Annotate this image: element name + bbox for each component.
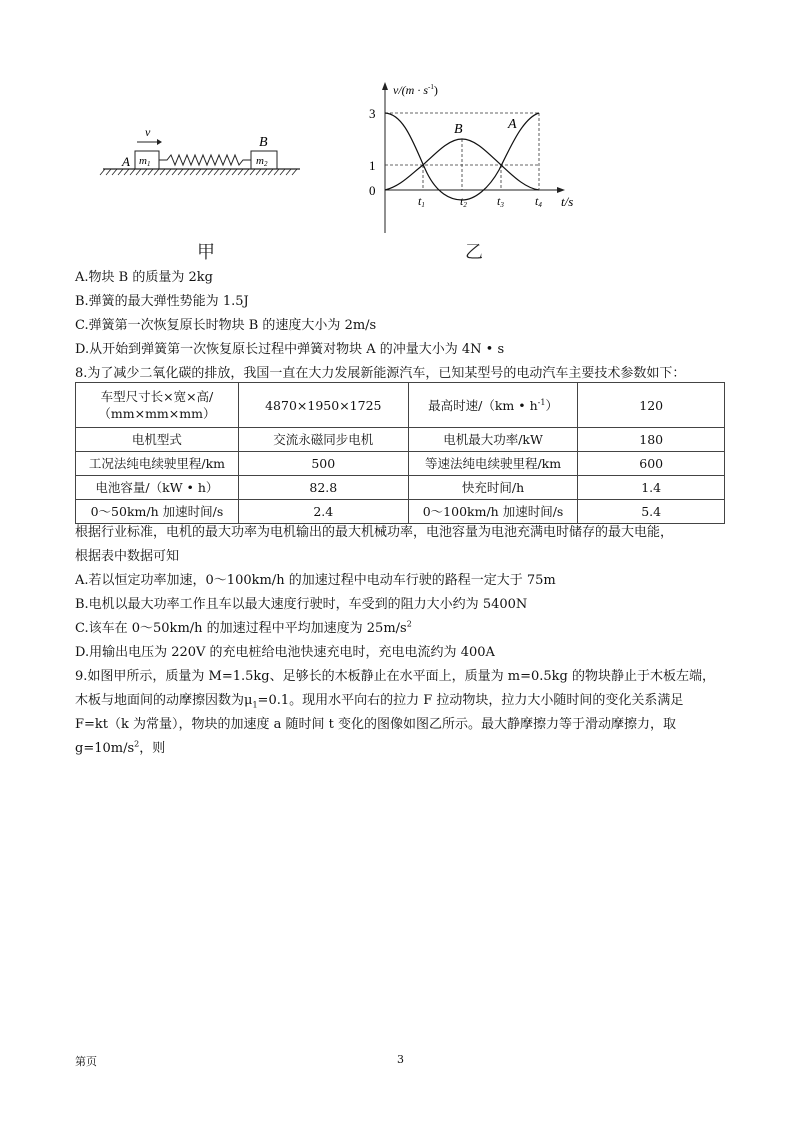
velocity-arrow-head bbox=[157, 139, 162, 145]
figure-b-caption: 乙 bbox=[465, 242, 483, 263]
table-cell: 电池容量/（kW • h） bbox=[76, 476, 239, 500]
hatch-mark bbox=[250, 169, 255, 175]
q8-option-d: D.用输出电压为 220V 的充电桩给电池快速充电时，充电电流约为 400A bbox=[75, 645, 495, 660]
hatch-mark bbox=[166, 169, 171, 175]
table-cell: 500 bbox=[238, 452, 408, 476]
x-axis-label: t/s bbox=[561, 194, 574, 209]
hatch-mark bbox=[196, 169, 201, 175]
table-row bbox=[76, 476, 725, 500]
t-tick-1: t1 bbox=[418, 194, 425, 209]
hatch-mark bbox=[286, 169, 291, 175]
y-axis-label: $v/(m \cdot s^{-1})$ bbox=[393, 83, 438, 97]
spring bbox=[159, 155, 251, 165]
table-cell: 0～50km/h 加速时间/s bbox=[76, 500, 239, 524]
hatch-mark bbox=[100, 169, 105, 175]
hatch-mark bbox=[112, 169, 117, 175]
hatch-mark bbox=[178, 169, 183, 175]
q8-option-c: C.该车在 0～50km/h 的加速过程中平均加速度为 $25m/s^2$ bbox=[75, 619, 412, 636]
t-tick-3: t3 bbox=[497, 194, 504, 209]
table-cell: 电机最大功率/kW bbox=[408, 428, 578, 452]
x-axis-arrow bbox=[557, 187, 565, 193]
q9-line3: F=kt（k 为常量），物块的加速度 a 随时间 t 变化的图像如图乙所示。最大静摩擦力等于滑动摩擦力，取 bbox=[75, 717, 677, 732]
table-row bbox=[76, 452, 725, 476]
hatch-mark bbox=[244, 169, 249, 175]
q9-line1: 9.如图甲所示，质量为 M=1.5kg、足够长的木板静止在水平面上，质量为 m=0.5kg 的物块静止于木板左端， bbox=[75, 669, 715, 684]
table-cell: 最高时速/（km • $h^{-1}$） bbox=[408, 383, 578, 428]
y-tick-3: 3 bbox=[369, 106, 376, 121]
figure-a-block-a-label: A bbox=[122, 154, 130, 169]
q7-option-c: C.弹簧第一次恢复原长时物块 B 的速度大小为 2m/s bbox=[75, 318, 377, 333]
hatch-mark bbox=[226, 169, 231, 175]
hatch-mark bbox=[172, 169, 177, 175]
hatch-mark bbox=[190, 169, 195, 175]
table-cell: 电机型式 bbox=[76, 428, 239, 452]
hatch-mark bbox=[118, 169, 123, 175]
figures-area bbox=[95, 78, 695, 266]
hatch-mark bbox=[184, 169, 189, 175]
q7-options bbox=[75, 266, 725, 386]
hatch-mark bbox=[106, 169, 111, 175]
q8-option-b: B.电机以最大功率工作且车以最大速度行驶时，车受到的阻力大小约为 5400N bbox=[75, 597, 528, 612]
hatch-mark bbox=[268, 169, 273, 175]
hatch-mark bbox=[280, 169, 285, 175]
hatch-mark bbox=[292, 169, 297, 175]
table-cell: 等速法纯电续驶里程/km bbox=[408, 452, 578, 476]
ground-hatching bbox=[100, 169, 297, 175]
y-tick-0: 0 bbox=[369, 183, 376, 198]
q9-line2: 木板与地面间的动摩擦因数为$\mu_1=0.1$。现用水平向右的拉力 F 拉动物块，拉力大小随时间的变化关系满足 bbox=[75, 693, 684, 710]
q7-option-a: A.物块 B 的质量为 2kg bbox=[75, 270, 213, 285]
table-cell: 2.4 bbox=[238, 500, 408, 524]
q8-option-a: A.若以恒定功率加速，0～100km/h 的加速过程中电动车行驶的路程一定大于 75m bbox=[75, 573, 556, 588]
t-tick-2: t2 bbox=[460, 194, 467, 209]
hatch-mark bbox=[130, 169, 135, 175]
table-row bbox=[76, 500, 725, 524]
hatch-mark bbox=[154, 169, 159, 175]
figure-a-diagram bbox=[95, 118, 305, 238]
q8-spec-table bbox=[75, 382, 725, 524]
table-cell: 0～100km/h 加速时间/s bbox=[408, 500, 578, 524]
table-cell: 5.4 bbox=[578, 500, 725, 524]
q9-line4: $g=10m/s^2$，则 bbox=[75, 739, 166, 756]
q8-body bbox=[75, 521, 725, 761]
q7-option-d: D.从开始到弹簧第一次恢复原长过程中弹簧对物块 A 的冲量大小为 4N • s bbox=[75, 342, 505, 357]
q8-after-line1: 根据行业标准，电机的最大功率为电机输出的最大机械功率，电池容量为电池充满电时储存的最大电能， bbox=[75, 525, 674, 540]
page-number: 3 bbox=[397, 1053, 404, 1066]
block-a-mass: m1 bbox=[139, 155, 151, 168]
hatch-mark bbox=[262, 169, 267, 175]
table-cell: 工况法纯电续驶里程/km bbox=[76, 452, 239, 476]
q7-option-b: B.弹簧的最大弹性势能为 1.5J bbox=[75, 294, 249, 309]
curve-b-label: B bbox=[454, 122, 463, 137]
q8-stem: 8.为了减少二氧化碳的排放，我国一直在大力发展新能源汽车，已知某型号的电动汽车主要技术参数如下： bbox=[75, 366, 686, 381]
t-tick-4: t4 bbox=[535, 194, 542, 209]
hatch-mark bbox=[208, 169, 213, 175]
table-cell: 快充时间/h bbox=[408, 476, 578, 500]
y-axis-arrow bbox=[382, 82, 388, 90]
table-cell: 120 bbox=[578, 383, 725, 428]
figure-b-graph bbox=[365, 78, 595, 238]
hatch-mark bbox=[238, 169, 243, 175]
hatch-mark bbox=[142, 169, 147, 175]
hatch-mark bbox=[160, 169, 165, 175]
figure-a-block-b-label: B bbox=[259, 135, 268, 150]
table-cell: 180 bbox=[578, 428, 725, 452]
table-cell: 600 bbox=[578, 452, 725, 476]
curve-a-label: A bbox=[508, 117, 517, 132]
hatch-mark bbox=[124, 169, 129, 175]
table-cell: 交流永磁同步电机 bbox=[238, 428, 408, 452]
table-row bbox=[76, 428, 725, 452]
hatch-mark bbox=[232, 169, 237, 175]
footer-label: 第页 bbox=[75, 1055, 97, 1068]
table-cell: 4870×1950×1725 bbox=[238, 383, 408, 428]
hatch-mark bbox=[202, 169, 207, 175]
table-row bbox=[76, 383, 725, 428]
q8-after-line2: 根据表中数据可知 bbox=[75, 549, 180, 564]
figure-a-caption: 甲 bbox=[197, 242, 215, 263]
table-cell: 82.8 bbox=[238, 476, 408, 500]
hatch-mark bbox=[148, 169, 153, 175]
y-tick-1: 1 bbox=[369, 158, 376, 173]
hatch-mark bbox=[220, 169, 225, 175]
hatch-mark bbox=[256, 169, 261, 175]
table-cell: 车型尺寸长×宽×高/ （mm×mm×mm） bbox=[76, 383, 239, 428]
hatch-mark bbox=[274, 169, 279, 175]
hatch-mark bbox=[214, 169, 219, 175]
hatch-mark bbox=[136, 169, 141, 175]
figure-a-velocity-label: v bbox=[145, 125, 151, 139]
table-cell: 1.4 bbox=[578, 476, 725, 500]
block-b-mass: m2 bbox=[256, 155, 268, 168]
